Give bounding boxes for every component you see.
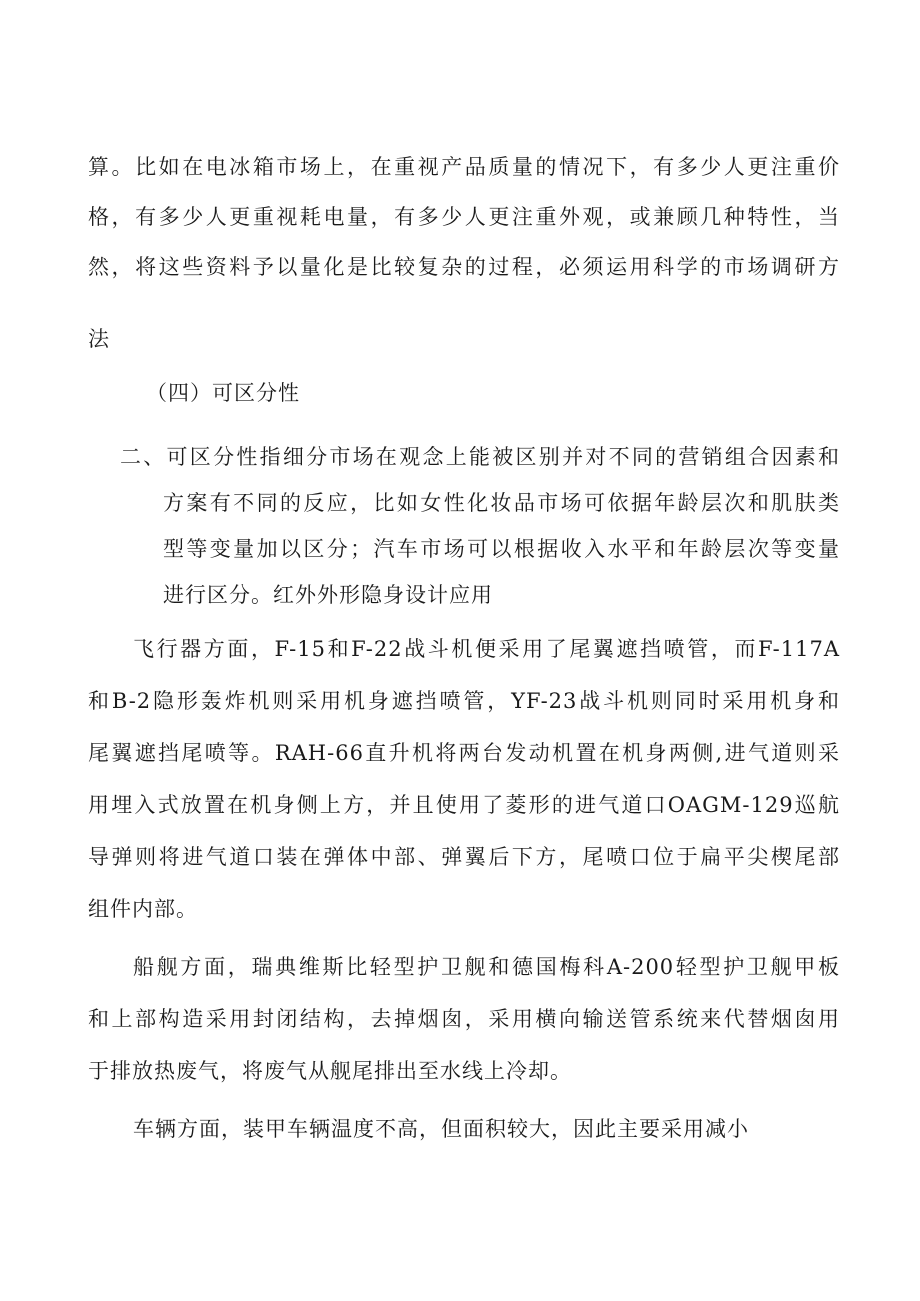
text-line: 尾翼遮挡尾喷等。RAH-66直升机将两台发动机置在机身两侧,进气道则采 xyxy=(88,741,840,765)
section-heading: （四）可区分性 xyxy=(146,381,300,405)
text-line: 方案有不同的反应，比如女性化妆品市场可依据年龄层次和肌肤类 xyxy=(163,491,840,515)
list-item-first-line: 二、可区分性指细分市场在观念上能被区别并对不同的营销组合因素和 xyxy=(120,445,840,469)
text-line: 格，有多少人更重视耗电量，有多少人更注重外观，或兼顾几种特性，当 xyxy=(88,205,840,229)
text-line: 和上部构造采用封闭结构，去掉烟囱，采用横向输送管系统来代替烟囱用 xyxy=(88,1007,840,1031)
text-line: 算。比如在电冰箱市场上，在重视产品质量的情况下，有多少人更注重价 xyxy=(88,155,840,179)
text-line: 型等变量加以区分；汽车市场可以根据收入水平和年龄层次等变量 xyxy=(163,537,840,561)
text-line: 法 xyxy=(88,327,110,351)
text-line: 进行区分。红外外形隐身设计应用 xyxy=(163,583,493,607)
text-line: 用埋入式放置在机身侧上方，并且使用了菱形的进气道口OAGM-129巡航 xyxy=(88,793,840,817)
text-line: 然，将这些资料予以量化是比较复杂的过程，必须运用科学的市场调研方 xyxy=(88,255,840,279)
text-line: 组件内部。 xyxy=(88,897,198,921)
text-line: 船舰方面，瑞典维斯比轻型护卫舰和德国梅科A-200轻型护卫舰甲板 xyxy=(133,955,840,979)
text-line: 导弹则将进气道口装在弹体中部、弹翼后下方，尾喷口位于扁平尖楔尾部 xyxy=(88,845,840,869)
text-line: 飞行器方面，F-15和F-22战斗机便采用了尾翼遮挡喷管，而F-117A xyxy=(133,637,840,661)
text-line: 车辆方面，装甲车辆温度不高，但面积较大，因此主要采用减小 xyxy=(133,1117,749,1141)
text-line: 和B-2隐形轰炸机则采用机身遮挡喷管，YF-23战斗机则同时采用机身和 xyxy=(88,689,840,713)
text-line: 于排放热废气，将废气从舰尾排出至水线上冷却。 xyxy=(88,1059,572,1083)
